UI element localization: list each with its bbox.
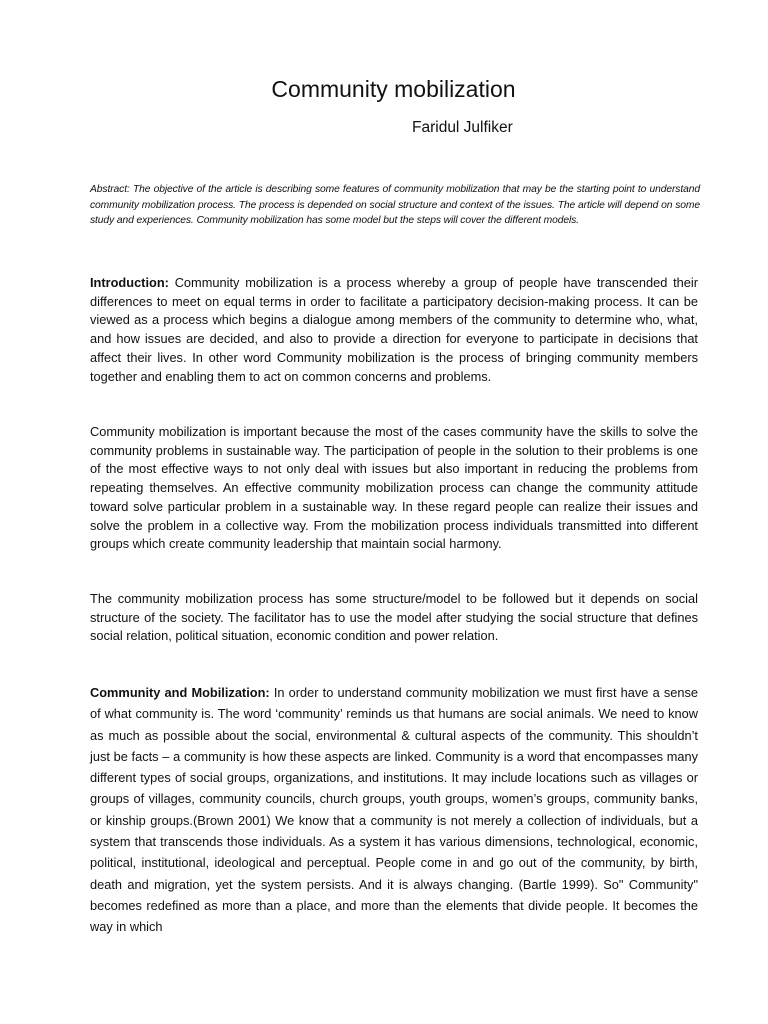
introduction-heading: Introduction: [90,275,169,290]
structure-paragraph: The community mobilization process has some structure/model to be followed but it depends on social structure of the society. The facilitator has to use the model after studying the social structure that defines social relation, political situation, economic condition and power relation. [90,591,698,644]
author-name: Faridul Julfiker [412,119,513,136]
document-title: Community mobilization [271,76,516,102]
community-mobilization-heading: Community and Mobilization: [90,685,270,700]
community-mobilization-text: In order to understand community mobilization we must first have a sense of what community is. The word ‘community’ reminds us that humans are social animals. We need to know as much as possible about the social, environmental & cultural aspects of the community. This shouldn’t just be facts – a community is how these aspects are linked. Community is a word that encompasses many different types of social groups, organizations, and institutions. It may include locations such as villages or groups of villages, community councils, church groups, youth groups, women’s groups, community banks, or kinship groups.(Brown 2001) We know that a community is not merely a collection of individuals, but a system that transcends those individuals. As a system it has various dimensions, technological, economic, political, institutional, ideological and perceptual. People come in and go out of the community, by birth, death and migration, yet the system persists. And it is always changing. (Bartle 1999). So" Community" becomes redefined as more than a place, and more than the elements that divide people. It becomes the way in which [90,685,699,935]
community-mobilization-paragraph [90,682,698,938]
abstract: Abstract: The objective of the article is describing some features of community mobilization that may be the starting point to understand community mobilization process. The process is depended on social structure and context of the issues. The article will depend on some study and experiences. Community mobilization has some model but the steps will cover the different models. [90,184,700,226]
introduction-text: Community mobilization is a process whereby a group of people have transcended their differences to meet on equal terms in order to facilitate a participatory decision-making process. It can be viewed as a process which begins a dialogue among members of the community to determine who, what, and how issues are decided, and also to provide a direction for everyone to participate in decisions that affect their lives. In other word Community mobilization is the process of bringing community members together and enabling them to act on common concerns and problems. [90,275,698,384]
importance-paragraph: Community mobilization is important because the most of the cases community have the skills to solve the community problems in sustainable way. The participation of people in the solution to their problems is one of the most effective ways to not only deal with issues but also important in reducing the problems from repeating themselves. An effective community mobilization process can change the community attitude toward solve particular problem in a sustainable way. In these regard people can realize their issues and solve the problem in a collective way. From the mobilization process individuals transmitted into different groups which create community leadership that maintain social harmony. [90,424,698,552]
introduction-paragraph [90,274,698,386]
